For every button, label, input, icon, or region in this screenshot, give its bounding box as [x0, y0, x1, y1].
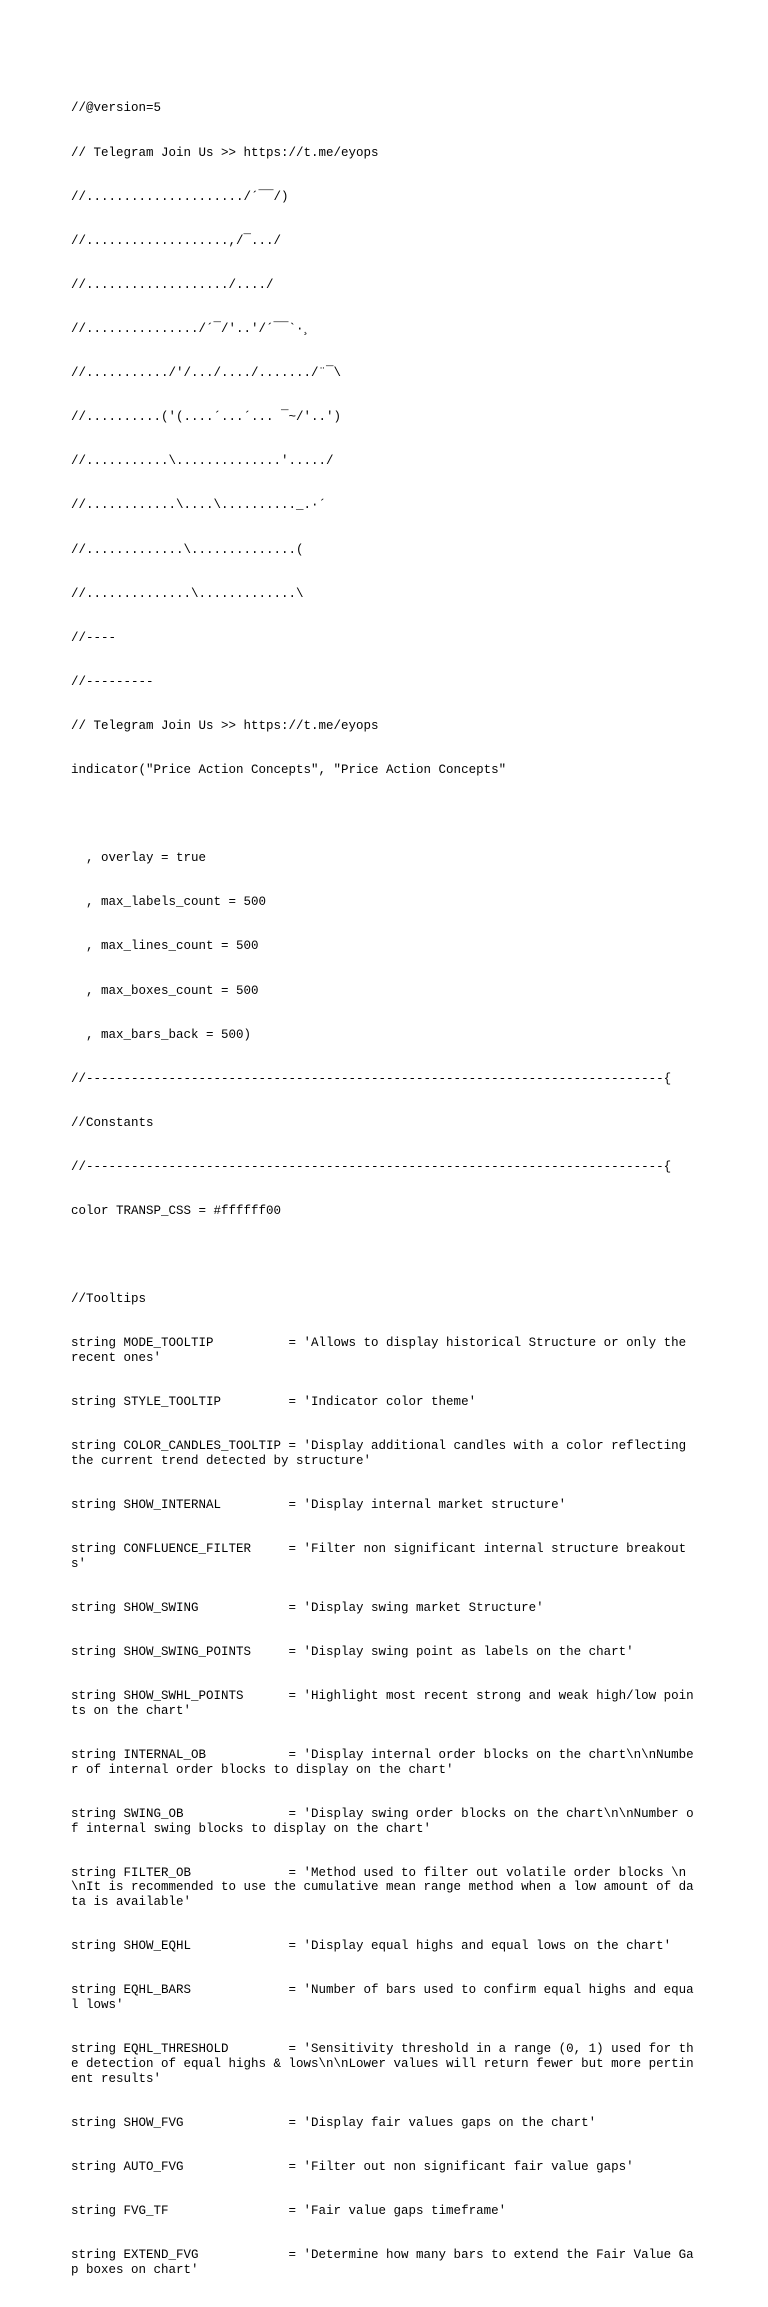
code-line: string SHOW_EQHL = 'Display equal highs and equal lows on the chart' — [71, 1939, 672, 1954]
code-line: //..............\.............\ — [71, 586, 304, 601]
code-line: string CONFLUENCE_FILTER = 'Filter non significant internal structure breakouts' — [71, 1542, 687, 1571]
code-line: string EQHL_BARS = 'Number of bars used to confirm equal highs and equal lows' — [71, 1983, 694, 2013]
code-line: , max_bars_back = 500) — [71, 1027, 252, 1042]
code-line: //...................../´¯¯/) — [71, 189, 289, 204]
code-line: // Telegram Join Us >> https://t.me/eyops — [71, 718, 379, 733]
code-line: string SHOW_SWING = 'Display swing market Structure' — [71, 1601, 544, 1616]
code-line: color TRANSP_CSS = #ffffff00 — [71, 1204, 282, 1219]
code-line: //............\....\.........._.·´ — [71, 498, 327, 513]
code-line: indicator("Price Action Concepts", "Price Action Concepts" — [71, 763, 507, 778]
code-line: , max_boxes_count = 500 — [71, 983, 259, 998]
code-line: string SHOW_SWHL_POINTS = 'Highlight most recent strong and weak high/low points on the chart' — [71, 1689, 694, 1719]
code-line: string COLOR_CANDLES_TOOLTIP = 'Display additional candles with a color reflecting the current trend detected by structure' — [71, 1439, 694, 1469]
code-line: , max_labels_count = 500 — [71, 895, 267, 910]
code-line: //.........../'/.../..../......./¨¯\ — [71, 366, 342, 381]
code-line: string STYLE_TOOLTIP = 'Indicator color theme' — [71, 1395, 477, 1410]
code-line: string FILTER_OB = 'Method used to filter out volatile order blocks \n\nIt is recommended to use the cumulative mean range method when a low amount of data is available' — [71, 1865, 694, 1910]
code-line: string EQHL_THRESHOLD = 'Sensitivity threshold in a range (0, 1) used for the detection of equal highs & lows\n\nLower values will return fewer but more pertinent results' — [71, 2042, 694, 2086]
code-line: string SWING_OB = 'Display swing order blocks on the chart\n\nNumber of internal swing blocks to display on the chart' — [71, 1806, 694, 1836]
code-line: //--------- — [71, 674, 154, 689]
code-line: string SHOW_FVG = 'Display fair values gaps on the chart' — [71, 2115, 597, 2130]
code-line: //.............\..............( — [71, 542, 304, 557]
code-line: //Constants — [71, 1115, 154, 1130]
code-line: //...................,/¯.../ — [71, 233, 282, 248]
code-line: string SHOW_INTERNAL = 'Display internal market structure' — [71, 1498, 567, 1513]
code-line: , max_lines_count = 500 — [71, 939, 259, 954]
code-line — [71, 1248, 701, 1263]
pine-script-code-listing — [71, 72, 701, 2307]
code-line: string EXTEND_FVG = 'Determine how many bars to extend the Fair Value Gap boxes on chart' — [71, 2248, 694, 2277]
code-line: //@version=5 — [71, 101, 162, 116]
code-line: string INTERNAL_OB = 'Display internal order blocks on the chart\n\nNumber of internal order blocks to display on the chart' — [71, 1748, 694, 1777]
code-line: //---- — [71, 630, 117, 645]
code-line: // Telegram Join Us >> https://t.me/eyops — [71, 145, 379, 160]
code-line: //..........('(....´...´... ¯~/'..') — [71, 410, 342, 425]
code-line: //Tooltips — [71, 1292, 147, 1307]
code-line: string MODE_TOOLTIP = 'Allows to display historical Structure or only the recent ones' — [71, 1336, 694, 1366]
code-line: string AUTO_FVG = 'Filter out non significant fair value gaps' — [71, 2159, 634, 2174]
code-line: //...........\..............'...../ — [71, 454, 334, 469]
code-line: , overlay = true — [71, 851, 207, 866]
code-line: //-----------------------------------------------------------------------------{ — [71, 1071, 672, 1086]
code-line: string FVG_TF = 'Fair value gaps timeframe' — [71, 2203, 507, 2218]
code-line: //.................../..../ — [71, 277, 274, 292]
code-line: //.............../´¯/'..'/´¯¯`·¸ — [71, 321, 312, 336]
code-line: //-----------------------------------------------------------------------------{ — [71, 1160, 672, 1175]
code-line: string SHOW_SWING_POINTS = 'Display swing point as labels on the chart' — [71, 1645, 634, 1660]
code-line — [71, 807, 701, 822]
